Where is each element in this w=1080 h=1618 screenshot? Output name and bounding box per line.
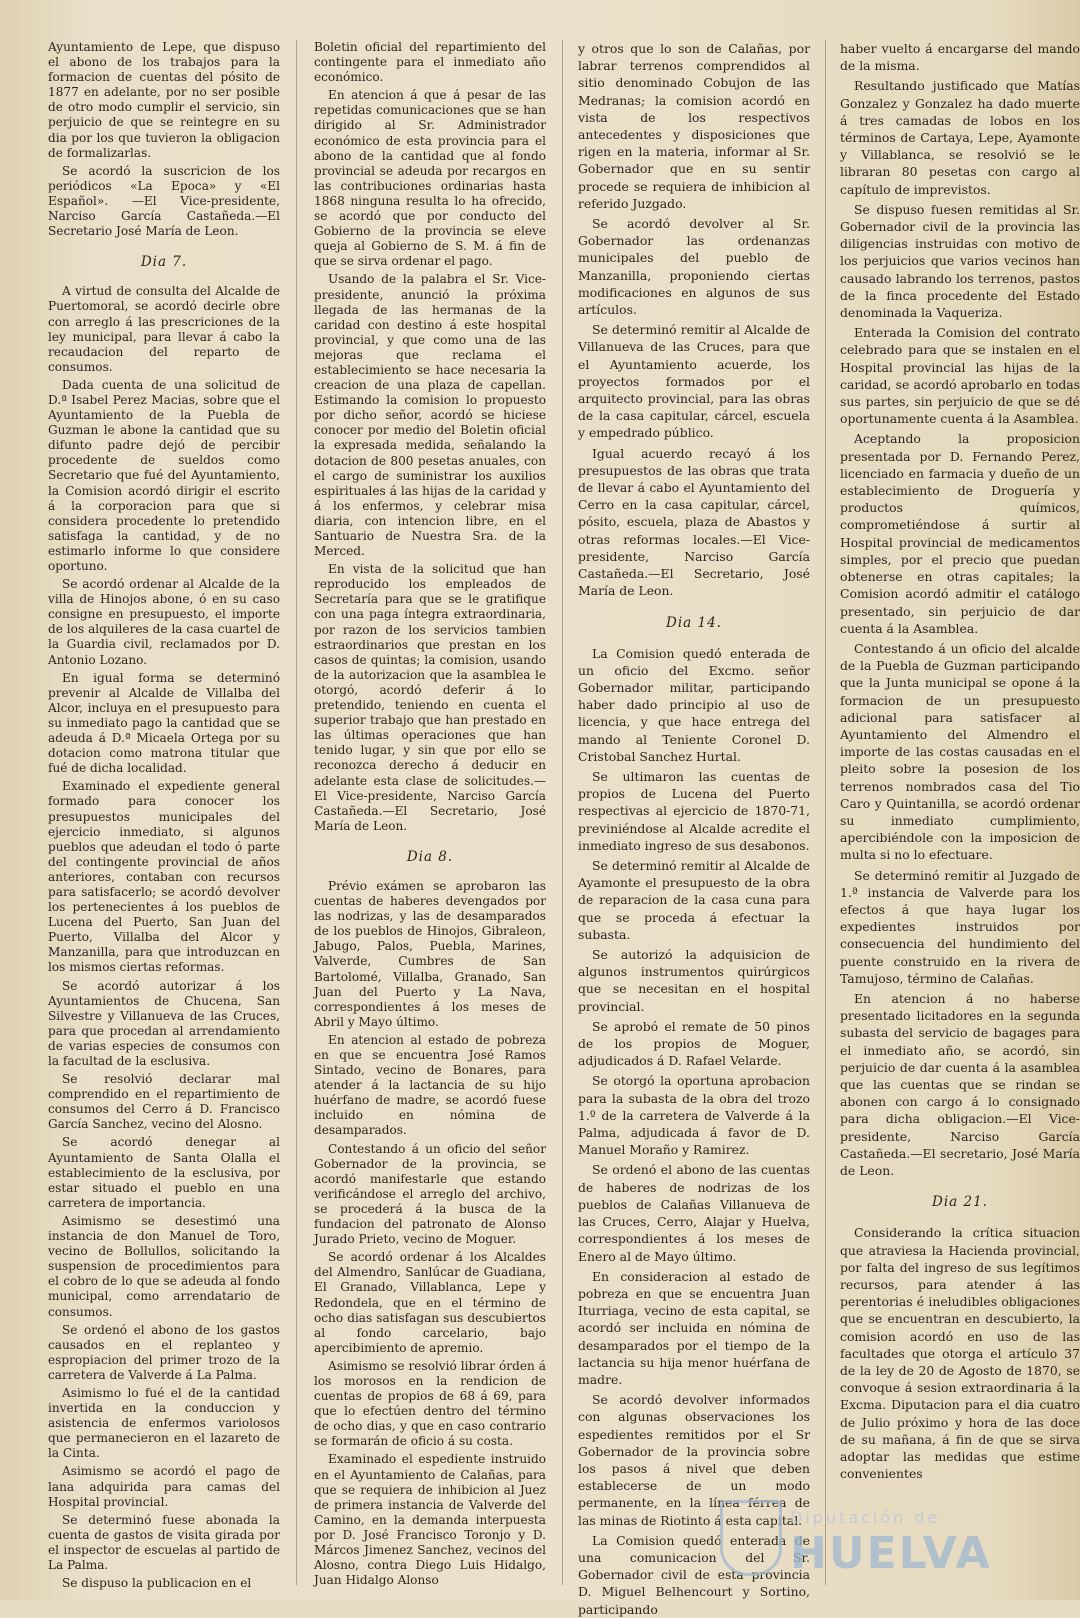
paragraph: Se acordó autorizar á los Ayuntamientos de Chucena, San Silvestre y Villanueva de las Cruces, para que procedan al arrendamiento de varias especies de consumos con la facultad de la esclusiva. bbox=[48, 978, 280, 1068]
paragraph: Se dispuso fuesen remitidas al Sr. Gobernador civil de la provincia las diligencias instruidas con motivo de los perjuicios que varios vecinos han causado labrando los terrenos, pastos de la finca procedente del Estado denominada la Vaqueriza. bbox=[840, 201, 1080, 321]
paragraph: En igual forma se determinó prevenir al Alcalde de Villalba del Alcor, incluya en el presupuesto para su inmediato pago la cantidad que se adeuda á D.ª Micaela Ortega por su dotacion como matrona titular que fué de dicha localidad. bbox=[48, 670, 280, 776]
paragraph: Igual acuerdo recayó á los presupuestos de las obras que trata de llevar á cabo el Ayuntamiento del Cerro en la casa capitular, cárcel, pósito, escuela, plaza de Abastos y otras reformas locales.—El Vice-presidente, Narciso García Castañeda.—El Secretario, José María de Leon. bbox=[578, 445, 810, 599]
shield-emblem-icon bbox=[720, 1500, 782, 1576]
column-rule bbox=[825, 40, 826, 1585]
paragraph: Enterada la Comision del contrato celebrado para que se instalen en el Hospital provincial las hijas de la caridad, se acordó aprobarlo en todas sus partes, sin perjuicio de que se dé oportunamente cuenta á la Asamblea. bbox=[840, 325, 1080, 427]
paragraph: Se acordó devolver al Sr. Gobernador las ordenanzas municipales del pueblo de Manzanilla, proponiendo ciertas modificaciones en algunos de sus artículos. bbox=[578, 216, 810, 318]
paragraph: Asimismo se acordó el pago de lana adquirida para camas del Hospital provincial. bbox=[48, 1464, 280, 1509]
watermark-line-1: Diputación de bbox=[790, 1508, 941, 1527]
section-date-heading: Dia 21. bbox=[932, 1194, 988, 1211]
paragraph: Considerando la crítica situacion que atraviesa la Hacienda provincial, por falta del ingreso de sus legítimos recursos, para atender á las perentorias é ineludibles obligaciones que se encuentran en descubierto, la comision acordó en uso de las facultades que otorga el artículo 37 de la ley de 20 de Agosto de 1870, se convoque á sesion extraordinaria á la Excma. Diputacion para el dia cuatro de Julio próximo y hora de las doce de su mañana, á fin de que se sirva adoptar las medidas que estime convenientes bbox=[840, 1225, 1080, 1482]
archive-watermark bbox=[720, 1500, 1020, 1580]
paragraph: Se ordenó el abono de las cuentas de haberes de nodrizas de los pueblos de Calañas Villanueva de las Cruces, Cerro, Alajar y Huelva, correspondientes á los meses de Enero al de Mayo último. bbox=[578, 1162, 810, 1264]
column-rule bbox=[296, 40, 297, 1585]
paragraph: Se dispuso la publicacion en el bbox=[62, 1576, 252, 1591]
paragraph: Asimismo lo fué el de la cantidad invertida en la conduccion y asistencia de enfermos variolosos que permanecieron en el lazareto de la Cinta. bbox=[48, 1385, 280, 1461]
paragraph: La Comision quedó enterada de un oficio del Excmo. señor Gobernador militar, participando haber dado principio al uso de licencia, y que hace entrega del mando al Teniente Coronel D. Cristobal Sanchez Hurtal. bbox=[578, 645, 810, 764]
paragraph: En atencion á no haberse presentado licitadores en la segunda subasta del servicio de bagages para el inmediato año, se acordó, sin perjuicio de dar cuenta á la asamblea que las cuentas que se rindan se abonen con cargo á lo consignado para dicha obligacion.—El Vice-presidente, Narciso García Castañeda.—El secretario, José María de Leon. bbox=[840, 990, 1080, 1178]
paragraph: En vista de la solicitud que han reproducido los empleados de Secretaría para que se le gratifique con una paga íntegra extraordinaria, por razon de los servicios tambien estraordinarios que prestan en los casos de quintas; la comision, usando de la autorizacion que la asamblea le otorgó, acordó deferir á lo pretendido, teniendo en cuenta el superior trabajo que han prestado en las últimas operaciones que han tenido lugar, y sin que por ello se reconozca derecho á deducir en adelante esta clase de solicitudes.—El Vice-presidente, Narciso García Castañeda.—El Secretario, José María de Leon. bbox=[314, 562, 546, 833]
paragraph: Se acordó ordenar al Alcalde de la villa de Hinojos abone, ó en su caso consigne en presupuesto, el importe de los alquileres de la casa cuartel de la Guardia civil, reclamados por D. Antonio Lozano. bbox=[48, 577, 280, 667]
column-rule bbox=[562, 40, 563, 1585]
paragraph: Se ultimaron las cuentas de propios de Lucena del Puerto respectivas al ejercicio de 1870-71, previniéndose al Alcalde acredite el inmediato ingreso de sus desabonos. bbox=[578, 769, 810, 853]
paragraph: Asimismo se desestimó una instancia de don Manuel de Toro, vecino de Bollullos, solicitando la suspension de procedimientos para el cobro de lo que se adeuda al fondo municipal, como arrendatario de consumos. bbox=[48, 1213, 280, 1319]
paragraph: En atencion á que á pesar de las repetidas comunicaciones que se han dirigido al Sr. Administrador económico de esta provincia para el abono de la cantidad que al fondo provincial se adeuda por recargos en las contribuciones ordinarias hasta 1868 ninguna resulta lo ha ofrecido, se acordó que por conducto del Gobierno de la provincia se eleve queja al Gobierno de S. M. á fin de que se sirva ordenar el pago. bbox=[314, 88, 546, 269]
paragraph: Aceptando la proposicion presentada por D. Fernando Perez, licenciado en farmacia y dueño de un establecimiento de Droguería y productos químicos, comprometiéndose á surtir al Hospital provincial de medicamentos simples, por el precio que puedan obtenerse en otras capitales; la Comision acordó admitir el catálogo presentado, sin perjuicio de dar cuenta á la Asamblea. bbox=[840, 431, 1080, 636]
section-date-heading: Dia 7. bbox=[140, 254, 188, 271]
paragraph: Se otorgó la oportuna aprobacion para la subasta de la obra del trozo 1.º de la carretera de Valverde á la Palma, adjudicada á favor de D. Manuel Moraño y Ramirez. bbox=[578, 1073, 810, 1158]
paragraph: Contestando á un oficio del alcalde de la Puebla de Guzman participando que la Junta municipal se opone á la formacion de un presupuesto adicional para satisfacer al Ayuntamiento del Almendro el importe de las costas causadas en el pleito sobre la posesion de los terrenos nombrados casa del Tio Caro y Quintanilla, se acordó ordenar su inmediato cumplimiento, apercibiéndole con la imposicion de multa si no lo efectuare. bbox=[840, 640, 1080, 863]
paragraph: Boletin oficial del repartimiento del contingente para el inmediato año económico. bbox=[314, 40, 546, 85]
paragraph: Se determinó remitir al Juzgado de 1.ª instancia de Valverde para los efectos á que haya lugar los expedientes instruidos por consecuencia del hundimiento del puente construido en la rivera de Tamujoso, término de Calañas. bbox=[840, 867, 1080, 986]
section-date-heading: Dia 8. bbox=[406, 848, 454, 865]
column-4 bbox=[840, 40, 1080, 1585]
paragraph: En atencion al estado de pobreza en que se encuentra José Ramos Sintado, vecino de Bonares, para atender á la lactancia de su hijo huérfano de madre, se acordó fuese incluido en nómina de desamparados. bbox=[314, 1032, 546, 1138]
paragraph: Se acordó denegar al Ayuntamiento de Santa Olalla el establecimiento de la esclusiva, por estar situado el pueblo en una carretera de importancia. bbox=[48, 1135, 280, 1210]
paragraph: Usando de la palabra el Sr. Vice-presidente, anunció la próxima llegada de las hermanas de la caridad con destino á este hospital provincial, y que como una de las mejoras que reclama el establecimiento se hace necesaria la creacion de una plaza de capellan. Estimando la comision lo propuesto por dicho señor, acordó se hiciese conocer por medio del Boletin oficial la expresada medida, señalando la dotacion de 800 pesetas anuales, con el cargo de suministrar los auxilios espirituales á las hijas de la caridad y á los enfermos, y celebrar misa diaria, con intencion libre, en el Santuario de Nuestra Sra. de la Merced. bbox=[314, 272, 546, 559]
paragraph: Contestando á un oficio del señor Gobernador de la provincia, se acordó manifestarle que estando verificándose el arreglo del archivo, se procederá á la busca de la fundacion del patronato de Alonso Jurado Prieto, vecino de Moguer. bbox=[314, 1141, 546, 1247]
paragraph: Se ordenó el abono de los gastos causados en el replanteo y espropiacion del primer trozo de la carretera de Valverde á La Palma. bbox=[48, 1322, 280, 1382]
section-date-heading: Dia 14. bbox=[666, 614, 722, 631]
column-2 bbox=[314, 40, 546, 1588]
paragraph: Se determinó fuese abonada la cuenta de gastos de visita girada por el inspector de escuelas al partido de La Palma. bbox=[48, 1512, 280, 1572]
paragraph: Ayuntamiento de Lepe, que dispuso el abono de los trabajos para la formacion de cuentas del pósito de 1877 en adelante, por no ser posible de otro modo cumplir el servicio, sin perjuicio de que se reintegre en su dia por los que tuvieron la obligacion de formalizarlas. bbox=[48, 40, 280, 160]
paragraph: Dada cuenta de una solicitud de D.ª Isabel Perez Macias, sobre que el Ayuntamiento de la Puebla de Guzman le abone la cantidad que su difunto padre dejó de percibir procedente de sueldos como Secretario que fué del Ayuntamiento, la Comision acordó dirigir el escrito á la corporacion para que si considera procedente lo pretendido satisfaga la cantidad, y de no estimarlo informe lo que considere oportuno. bbox=[48, 377, 280, 573]
paragraph: A virtud de consulta del Alcalde de Puertomoral, se acordó decirle obre con arreglo á las prescriciones de la ley municipal, para llevar á cabo la recaudacion del reparto de consumos. bbox=[48, 284, 280, 374]
paragraph: Se acordó la suscricion de los periódicos «La Epoca» y «El Español». —El Vice-presidente, Narciso García Castañeda.—El Secretario José María de Leon. bbox=[48, 163, 280, 239]
paragraph: Examinado el expediente general formado para conocer los presupuestos municipales del ejercicio inmediato, si algunos pueblos que adeudan el todo ó parte del contingente provincial de años anteriores, contaban con recursos para satisfacerlo; se acordó devolver los pertenecientes á los pueblos de Lucena del Puerto, San Juan del Puerto, Villalba del Alcor y Manzanilla, para que introduzcan en los mismos ciertas reformas. bbox=[48, 779, 280, 975]
paragraph: Se autorizó la adquisicion de algunos instrumentos quirúrgicos que se necesitan en el hospital provincial. bbox=[578, 947, 810, 1014]
paragraph: Se aprobó el remate de 50 pinos de los propios de Moguer, adjudicados á D. Rafael Velarde. bbox=[578, 1018, 810, 1069]
paragraph: haber vuelto á encargarse del mando de la misma. bbox=[840, 41, 1080, 74]
paragraph: Se determinó remitir al Alcalde de Villanueva de las Cruces, para que el Ayuntamiento acuerde, los proyectos formados por el arquitecto provincial, para las obras de la casa capitular, cárcel, escuela y empedrado público. bbox=[578, 322, 810, 441]
paragraph: Se determinó remitir al Alcalde de Ayamonte el presupuesto de la obra de reparacion de la casa cuna para que se proceda á efectuar la subasta. bbox=[578, 858, 810, 942]
column-1 bbox=[48, 40, 280, 1591]
column-3 bbox=[578, 40, 810, 1617]
paragraph: En consideracion al estado de pobreza en que se encuentra Juan Iturriaga, vecino de esta capital, se acordó ser incluida en nómina de desamparados por el tiempo de la lactancia su hija menor huérfana de madre. bbox=[578, 1268, 810, 1387]
paragraph: Examinado el espediente instruido en el Ayuntamiento de Calañas, para que se requiera de inhibicion al Juez de primera instancia de Valverde del Camino, en la demanda interpuesta por D. José Francisco Toronjo y D. Márcos Jimenez Sanchez, vecinos del Alosno, contra Diego Luis Hidalgo, Juan Hidalgo Alonso bbox=[314, 1452, 546, 1588]
paragraph: La Comision quedó enterada de una comunicacion del Sr. Gobernador civil de esta provincia D. Miguel Belhencourt y Sortino, participando bbox=[578, 1532, 810, 1617]
paragraph: Se acordó devolver informados con algunas observaciones los espedientes remitidos por el Sr Gobernador de la provincia sobre los pasos á nivel que deben establecerse de un modo permanente, en la línea férrea de las minas de Riotinto á esta capital. bbox=[578, 1392, 810, 1528]
paragraph: Se acordó ordenar á los Alcaldes del Almendro, Sanlúcar de Guadiana, El Granado, Villablanca, Lepe y Redondela, que en el término de ocho dias satisfagan sus descubiertos al fondo carcelario, bajo apercibimiento de apremio. bbox=[314, 1250, 546, 1355]
paragraph: Resultando justificado que Matías Gonzalez y Gonzalez ha dado muerte á tres camadas de lobos en los términos de Cartaya, Lepe, Ayamonte y Villablanca, se resolvió se le libraran 80 pesetas con cargo al capítulo de imprevistos. bbox=[840, 78, 1080, 197]
paragraph: Asimismo se resolvió librar órden á los morosos en la rendicion de cuentas de propios de 68 á 69, para que lo efectúen dentro del término de ocho dias, y que en caso contrario se formarán de oficio á su costa. bbox=[314, 1358, 546, 1449]
paragraph: Prévio exámen se aprobaron las cuentas de haberes devengados por las nodrizas, y las de desamparados de los pueblos de Hinojos, Gibraleon, Jabugo, Palos, Puebla, Marines, Valverde, Cumbres de San Bartolomé, Villalba, Granado, San Juan del Puerto y La Nava, correspondientes á los meses de Abril y Mayo último. bbox=[314, 878, 546, 1029]
paragraph: y otros que lo son de Calañas, por labrar terrenos comprendidos al sitio denominado Cobujon de las Medranas; la comision acordó en vista de los respectivos antecedentes y disposiciones que rigen en la materia, informar al Sr. Gobernador que en su sentir procede se requiera de inhibicion al referido Juzgado. bbox=[578, 41, 810, 211]
paragraph: Se resolvió declarar mal comprendido en el repartimiento de consumos del Cerro á D. Francisco García Sanchez, vecino del Alosno. bbox=[48, 1072, 280, 1132]
watermark-line-2: HUELVA bbox=[790, 1528, 992, 1579]
